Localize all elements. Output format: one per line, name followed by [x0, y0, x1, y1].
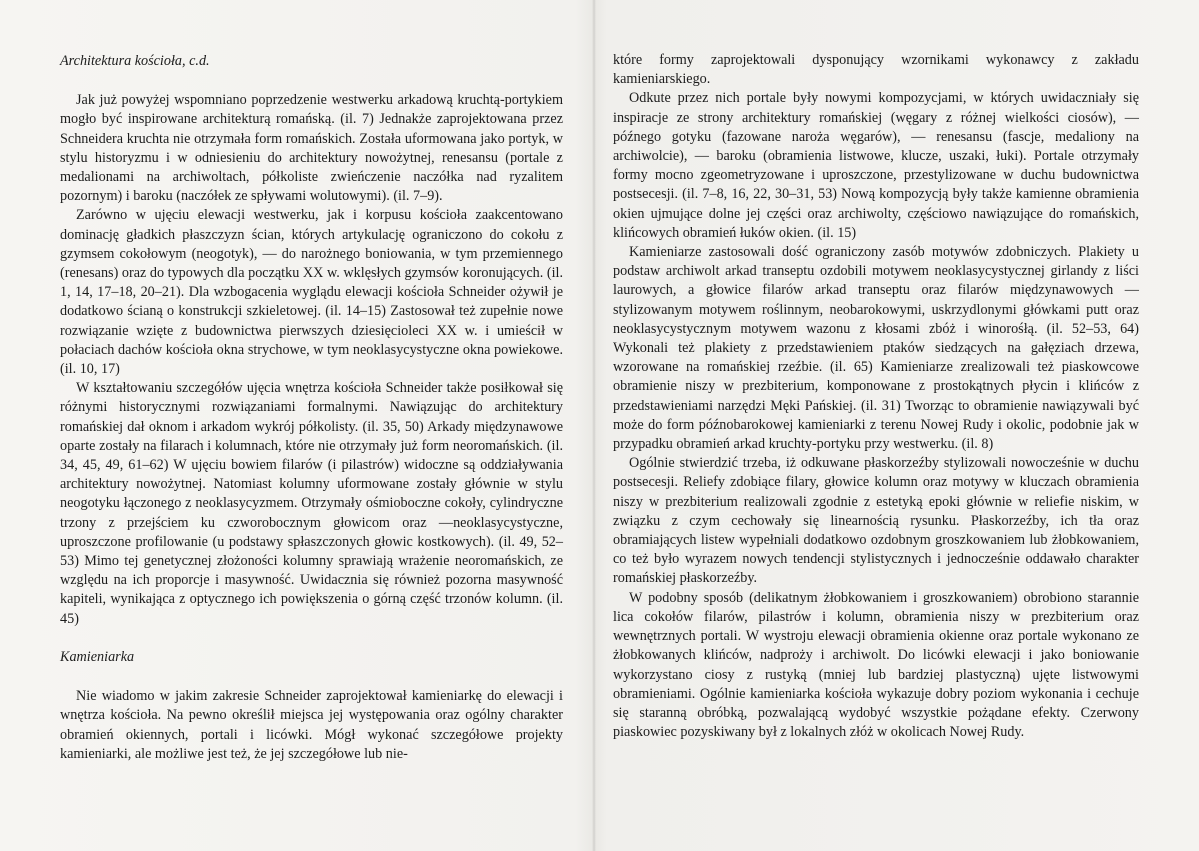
paragraph-continuation: które formy zaprojektowali dysponujący wzornikami wykonawcy z zakładu kamieniarskiego. — [613, 52, 1139, 88]
paragraph: Ogólnie stwierdzić trzeba, iż odkuwane płaskorzeźby stylizowali nowocześnie w duchu postsecesji. Reliefy zdobiące filary, głowice kolumn oraz motywy w kluczach obramienia niszy w prezbiterium realizowali zgodnie z estetyką epoki głównie w reliefie niskim, w związku z czym cechowały się linearnością rysunku. Płaskorzeźby, ich tła oraz obramiających listew wypełniali dodatkowo ozdobnym groszkowaniem lub żłobkowaniem, co też było wyrazem nowych tendencji stylistycznych i jednocześnie oddawało charakter romańskiej płaskorzeźby. — [613, 455, 1139, 587]
paragraph: Zarówno w ujęciu elewacji westwerku, jak i korpusu kościoła zaakcentowano dominację gładkich płaszczyzn ścian, których artykulację ograniczono do cokołu z gzymsem cokołowym (neogotyk), — do narożnego boniowania, w tym przemiennego (renesans) oraz do typowych dla początku XX w. wklęsłych gzymsów koronujących. (il. 1, 14, 17–18, 20–21). Dla wzbogacenia wyglądu elewacji kościoła Schneider ożywił je dodatkowo ścianą o konstrukcji szkieletowej. (il. 14–15) Zastosował też zupełnie nowe rozwiązanie wzięte z budownictwa pierwszych dziesięcioleci XX w. i umieścił w połaciach dachów kościoła okna strychowe, w tym neoklasycystyczne okna powiekowe. (il. 10, 17) — [60, 207, 563, 378]
section-heading-stonework: Kamieniarka — [60, 648, 135, 665]
paragraph: Odkute przez nich portale były nowymi kompozycjami, w których uwidaczniały się inspiracje ze strony architektury romańskiej (węgary z różnej wielkości ciosów), — późnego gotyku (fazowane naroża węgarów), — renesansu (fascje, medaliony na archiwolcie), — baroku (obramienia listwowe, klucze, uszaki, łuki). Portale otrzymały formy mocno zgeometryzowane i uproszczone, przestylizowane w duchu budownictwa postsecesji. (il. 7–8, 16, 22, 30–31, 53) Nową kompozycją były także kamienne obramienia okien ujmujące dolne jej części oraz archiwolty, częściowo nawiązujące do romańskich, klińcowych obramień łuków okien. (il. 15) — [613, 90, 1139, 241]
paragraph: Kamieniarze zastosowali dość ograniczony zasób motywów zdobniczych. Plakiety u podstaw archiwolt arkad transeptu ozdobili motywem neoklasycystycznej girlandy z liści laurowych, a głowice filarów arkad transeptu oraz filarów międzynawowych — stylizowanym motywem roślinnym, neobarokowymi, uskrzydlonymi główkami putt oraz neoklasycystycznym motywem wazonu z kłosami zbóż i winorośłą. (il. 52–53, 64) Wykonali też plakiety z przedstawieniem ptaków siedzących na gałęziach drzewa, wzorowane na romańskiej rzeźbie. (il. 65) Kamieniarze zrealizowali też piaskowcowe obramienie niszy w prezbiterium, komponowane z prostokątnych płycin i klińców z przedstawieniami narzędzi Męki Pańskiej. (il. 31) Tworząc to obramienie nawiązywali być może do form późnobarokowej kamieniarki z terenu Nowej Rudy i okolic, podobnie jak w przypadku obramień arkad kruchty-portyku przy westwerku. (il. 8) — [613, 244, 1139, 453]
paragraph: W podobny sposób (delikatnym żłobkowaniem i groszkowaniem) obrobiono starannie lica cokołów filarów, pilastrów i kolumn, obramienia niszy w prezbiterium oraz wewnętrznych portali. W wystroju elewacji obramienia okienne oraz portale wykonano ze żłobkowanych klińców, nadproży i archiwolt. Do licówki elewacji i jako boniowanie wykorzystano ciosy z rustyką (mniej lub bardziej plastyczną) ujęte listwowymi obramieniami. Ogólnie kamieniarka kościoła wykazuje dobry poziom wykonania i cechuje się staranną obróbką, pozwalającą wydobyć wszystkie pożądane efekty. Czerwony piaskowiec pozyskiwany był z lokalnych złóż w okolicach Nowej Rudy. — [613, 589, 1139, 741]
paragraph: Nie wiadomo w jakim zakresie Schneider zaprojektował kamieniarkę do elewacji i wnętrza kościoła. Na pewno określił miejsca jej występowania oraz ogólny charakter obramień okiennych, portali i licówki. Mógł wykonać szczegółowe projekty kamieniarki, ale możliwe jest też, że jej szczegółowe lub nie- — [60, 688, 563, 762]
right-page — [613, 51, 1139, 742]
left-page — [60, 52, 563, 764]
section-heading-architecture: Architektura kościoła, c.d. — [60, 53, 210, 69]
paragraph: W kształtowaniu szczegółów ujęcia wnętrza kościoła Schneider także posiłkował się różnymi historycznymi rozwiązaniami formalnymi. Nawiązując do architektury romańskiej dał oknom i arkadom wykrój półkolisty. (il. 35, 50) Arkady międzynawowe oparte zostały na filarach i kolumnach, które nie otrzymały już form neoromańskich. (il. 34, 45, 49, 61–62) W ujęciu bowiem filarów (i pilastrów) widoczne są oddziaływania architektury nowożytnej. Natomiast kolumny uformowane zostały głównie w stylu neogotyku łączonego z neoklasycyzmem. Otrzymały ośmioboczne cokoły, cylindryczne trzony z przejściem ku czworobocznym głowicom oraz —neoklasycystyczne, uproszczone profilowanie (u podstawy spłaszczonych głowic kostkowych). (il. 49, 52–53) Mimo tej genetycznej złożoności kolumny sprawiają wrażenie neoromańskich, ze względu na ich proporcje i masywność. Uwidacznia się również pozorna masywność kapiteli, wynikająca z optycznego ich powiększenia o górną część trzonów kolumn. (il. 45) — [60, 380, 563, 627]
paragraph: Jak już powyżej wspomniano poprzedzenie westwerku arkadową kruchtą-portykiem mogło być inspirowane architekturą romańską. (il. 7) Jednakże zaprojektowana przez Schneidera kruchta nie otrzymała form romańskich. Została uformowana jako portyk, w stylu historyzmu i w odniesieniu do architektury nowożytnej, renesansu (portale z medalionami na archiwoltach, półkoliste zwieńczenie naczółka nad ryzalitem pozornym) i baroku (naczółek ze spływami wolutowymi). (il. 7–9). — [60, 92, 563, 205]
page-fold — [592, 0, 596, 851]
